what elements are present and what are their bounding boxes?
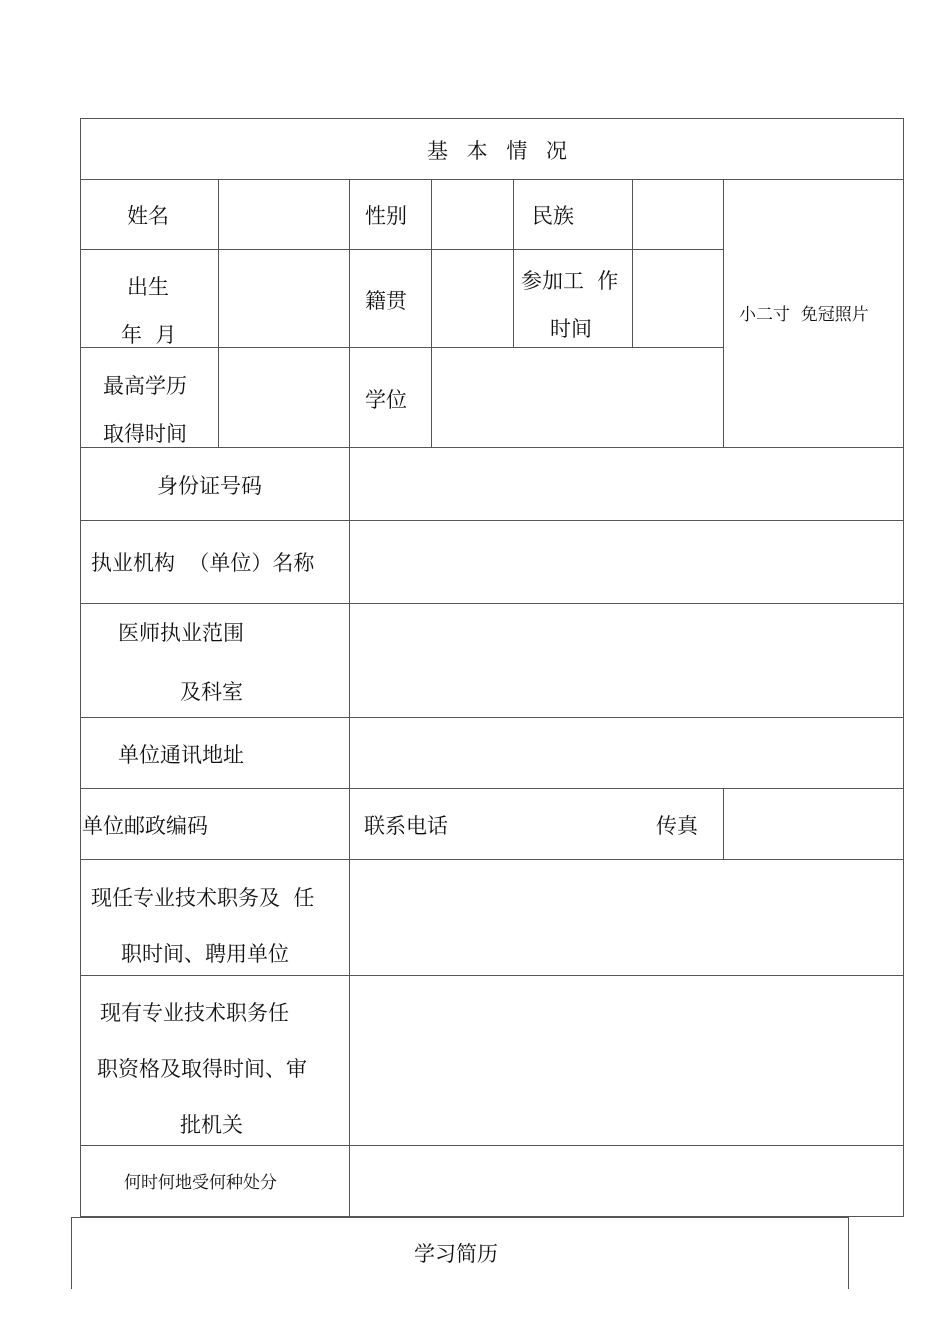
table-border-left (80, 118, 81, 1217)
label-scope-line1: 医师执业范围 (118, 621, 244, 645)
label-native-place: 籍贯 (365, 289, 407, 313)
table-rule (80, 1145, 904, 1146)
label-institution: 执业机构 （单位）名称 (91, 551, 315, 575)
table-border-right (903, 118, 904, 1217)
label-qual-line1: 现有专业技术职务任 (100, 1001, 289, 1025)
label-id-number: 身份证号码 (157, 474, 262, 498)
table-rule (80, 859, 904, 860)
table-rule (218, 179, 219, 447)
label-fax: 传真 (656, 814, 698, 838)
label-photo: 小二寸 免冠照片 (739, 305, 869, 325)
table-rule (632, 179, 633, 347)
study-table-border-right (848, 1217, 849, 1289)
study-table-border-top (71, 1217, 849, 1218)
table-rule (80, 347, 723, 348)
table-rule (431, 179, 432, 447)
table-rule (80, 603, 904, 604)
label-phone: 联系电话 (364, 814, 448, 838)
label-penalty: 何时何地受何种处分 (124, 1173, 277, 1193)
study-title: 学习简历 (414, 1242, 498, 1266)
table-rule (80, 788, 904, 789)
label-postcode: 单位邮政编码 (82, 814, 208, 838)
table-rule (80, 179, 904, 180)
table-rule (80, 447, 904, 448)
table-rule (80, 249, 723, 250)
table-rule (723, 788, 724, 859)
table-rule (80, 520, 904, 521)
label-work-start-line1: 参加工 作 (521, 269, 619, 293)
section-title: 基 本 情 况 (427, 139, 574, 163)
label-birth-line2: 年 月 (121, 323, 177, 347)
label-education-line2: 取得时间 (103, 422, 187, 446)
table-rule (80, 975, 904, 976)
table-rule (80, 717, 904, 718)
label-qual-line3: 批机关 (180, 1113, 243, 1137)
table-rule (513, 179, 514, 347)
label-scope-line2: 及科室 (180, 680, 243, 704)
label-gender: 性别 (365, 204, 407, 228)
label-ethnicity: 民族 (532, 204, 574, 228)
label-birth-line1: 出生 (127, 275, 169, 299)
table-rule (349, 179, 350, 1217)
study-table-border-left (71, 1217, 72, 1289)
label-education-line1: 最高学历 (103, 374, 187, 398)
label-title-line2: 职时间、聘用单位 (121, 942, 289, 966)
label-address: 单位通讯地址 (118, 743, 244, 767)
label-work-start-line2: 时间 (550, 317, 592, 341)
table-rule (723, 179, 724, 447)
label-name: 姓名 (127, 204, 169, 228)
table-border-top (80, 118, 904, 119)
label-degree: 学位 (365, 388, 407, 412)
label-title-line1: 现任专业技术职务及 任 (91, 886, 315, 910)
label-qual-line2: 职资格及取得时间、审 (97, 1057, 307, 1081)
